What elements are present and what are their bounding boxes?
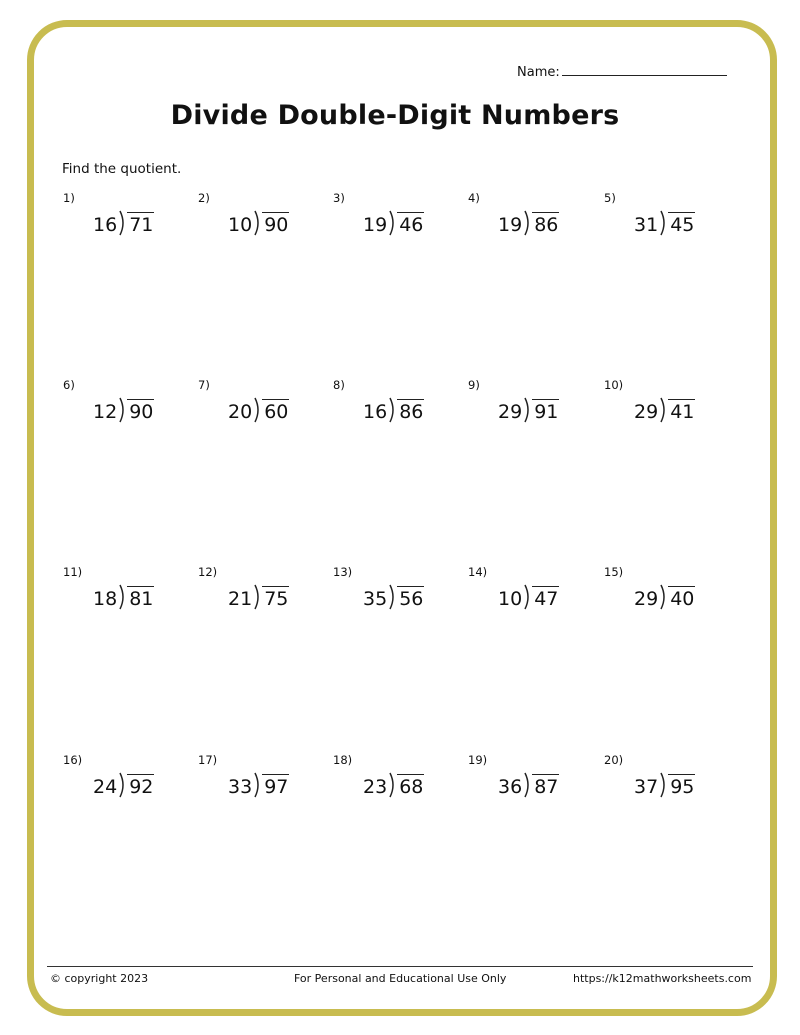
division-bracket-icon <box>119 397 127 423</box>
division-bracket-icon <box>389 772 397 798</box>
long-division-expression <box>634 208 695 236</box>
dividend: 41 <box>670 401 695 423</box>
long-division-expression <box>634 770 695 798</box>
division-bracket-icon <box>660 397 668 423</box>
divisor: 24 <box>93 776 118 798</box>
problem-item <box>604 565 724 625</box>
long-division-expression <box>498 770 559 798</box>
footer-copyright: © copyright 2023 <box>50 972 149 985</box>
problem-item <box>604 378 724 438</box>
problem-item <box>63 753 183 813</box>
problem-number: 4) <box>468 191 480 205</box>
dividend: 60 <box>264 401 289 423</box>
problem-number: 1) <box>63 191 75 205</box>
division-bracket-icon <box>119 210 127 236</box>
dividend: 75 <box>264 588 289 610</box>
problem-number: 8) <box>333 378 345 392</box>
divisor: 18 <box>93 588 118 610</box>
long-division-expression <box>498 395 559 423</box>
problem-number: 12) <box>198 565 218 579</box>
long-division-expression <box>498 208 559 236</box>
problem-number: 14) <box>468 565 488 579</box>
long-division-expression <box>93 208 154 236</box>
problem-number: 10) <box>604 378 624 392</box>
divisor: 36 <box>498 776 523 798</box>
problem-item <box>198 753 318 813</box>
long-division-expression <box>634 395 695 423</box>
long-division-expression <box>228 582 289 610</box>
long-division-expression <box>93 770 154 798</box>
problem-item <box>604 753 724 813</box>
problem-number: 3) <box>333 191 345 205</box>
divisor: 19 <box>363 214 388 236</box>
problem-number: 19) <box>468 753 488 767</box>
long-division-expression <box>363 208 424 236</box>
long-division-expression <box>634 582 695 610</box>
division-bracket-icon <box>524 584 532 610</box>
dividend: 40 <box>670 588 695 610</box>
division-bracket-icon <box>389 584 397 610</box>
problem-number: 11) <box>63 565 83 579</box>
problem-item <box>468 753 588 813</box>
dividend: 95 <box>670 776 695 798</box>
division-bracket-icon <box>660 210 668 236</box>
divisor: 29 <box>498 401 523 423</box>
dividend: 86 <box>399 401 424 423</box>
dividend: 56 <box>399 588 424 610</box>
problem-item <box>468 191 588 251</box>
dividend: 91 <box>534 401 559 423</box>
dividend: 97 <box>264 776 289 798</box>
problem-number: 5) <box>604 191 616 205</box>
division-bracket-icon <box>524 772 532 798</box>
problem-item <box>198 378 318 438</box>
divisor: 23 <box>363 776 388 798</box>
divisor: 29 <box>634 401 659 423</box>
dividend: 81 <box>129 588 154 610</box>
division-bracket-icon <box>254 210 262 236</box>
problem-number: 16) <box>63 753 83 767</box>
long-division-expression <box>498 582 559 610</box>
problem-number: 18) <box>333 753 353 767</box>
divisor: 35 <box>363 588 388 610</box>
long-division-expression <box>363 395 424 423</box>
division-bracket-icon <box>524 210 532 236</box>
division-bracket-icon <box>660 772 668 798</box>
problem-item <box>468 565 588 625</box>
division-bracket-icon <box>254 397 262 423</box>
divisor: 12 <box>93 401 118 423</box>
divisor: 31 <box>634 214 659 236</box>
instructions: Find the quotient. <box>62 161 182 177</box>
divisor: 33 <box>228 776 253 798</box>
divisor: 29 <box>634 588 659 610</box>
divisor: 16 <box>93 214 118 236</box>
long-division-expression <box>363 582 424 610</box>
long-division-expression <box>93 395 154 423</box>
divisor: 19 <box>498 214 523 236</box>
name-blank-line[interactable] <box>562 62 727 76</box>
problem-number: 17) <box>198 753 218 767</box>
division-bracket-icon <box>254 584 262 610</box>
long-division-expression <box>228 395 289 423</box>
problem-number: 2) <box>198 191 210 205</box>
divisor: 10 <box>228 214 253 236</box>
division-bracket-icon <box>254 772 262 798</box>
division-bracket-icon <box>389 397 397 423</box>
dividend: 87 <box>534 776 559 798</box>
problem-number: 9) <box>468 378 480 392</box>
problem-number: 20) <box>604 753 624 767</box>
dividend: 90 <box>129 401 154 423</box>
division-bracket-icon <box>119 772 127 798</box>
name-field[interactable] <box>517 62 727 80</box>
dividend: 90 <box>264 214 289 236</box>
long-division-expression <box>363 770 424 798</box>
problem-item <box>333 565 453 625</box>
divisor: 37 <box>634 776 659 798</box>
footer-usage: For Personal and Educational Use Only <box>294 972 507 985</box>
problem-item <box>198 191 318 251</box>
problem-item <box>333 753 453 813</box>
name-label: Name: <box>517 65 560 80</box>
dividend: 47 <box>534 588 559 610</box>
problem-item <box>63 378 183 438</box>
problem-item <box>198 565 318 625</box>
footer-divider <box>47 966 753 967</box>
dividend: 45 <box>670 214 695 236</box>
divisor: 21 <box>228 588 253 610</box>
division-bracket-icon <box>389 210 397 236</box>
dividend: 92 <box>129 776 154 798</box>
division-bracket-icon <box>524 397 532 423</box>
long-division-expression <box>228 770 289 798</box>
problem-number: 15) <box>604 565 624 579</box>
dividend: 46 <box>399 214 424 236</box>
problem-item <box>63 565 183 625</box>
problem-number: 7) <box>198 378 210 392</box>
problem-item <box>63 191 183 251</box>
long-division-expression <box>93 582 154 610</box>
problem-item <box>333 378 453 438</box>
divisor: 20 <box>228 401 253 423</box>
problem-item <box>333 191 453 251</box>
problem-number: 13) <box>333 565 353 579</box>
divisor: 10 <box>498 588 523 610</box>
division-bracket-icon <box>119 584 127 610</box>
division-bracket-icon <box>660 584 668 610</box>
dividend: 71 <box>129 214 154 236</box>
problem-item <box>468 378 588 438</box>
footer-url: https://k12mathworksheets.com <box>573 972 752 985</box>
problem-item <box>604 191 724 251</box>
dividend: 68 <box>399 776 424 798</box>
worksheet-title: Divide Double-Digit Numbers <box>170 100 620 131</box>
dividend: 86 <box>534 214 559 236</box>
long-division-expression <box>228 208 289 236</box>
divisor: 16 <box>363 401 388 423</box>
problem-number: 6) <box>63 378 75 392</box>
